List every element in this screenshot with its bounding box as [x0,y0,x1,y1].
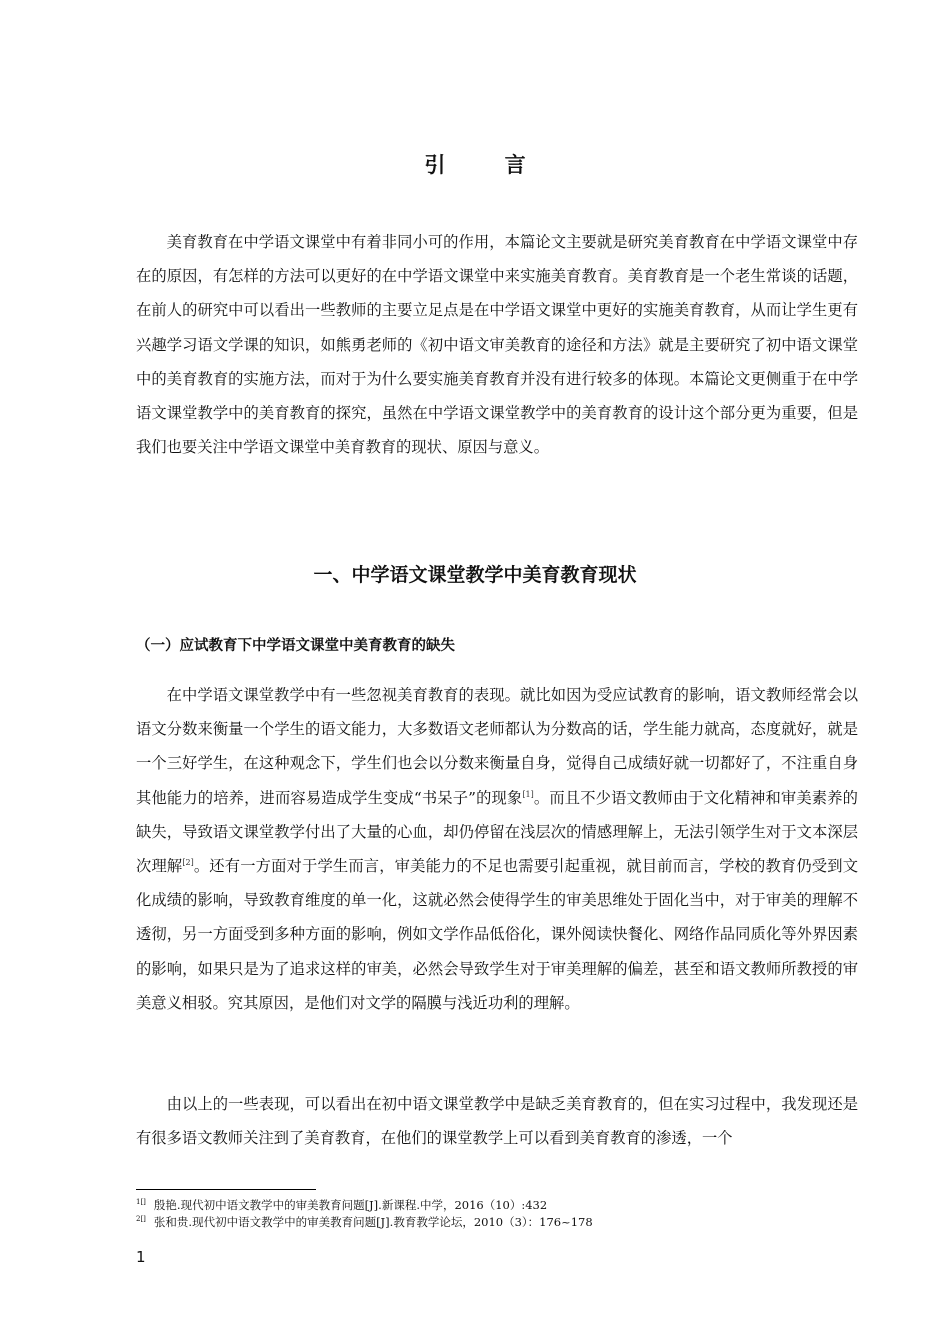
paragraph-text: 在中学语文课堂教学中有一些忽视美育教育的表现。就比如因为受应试教育的影响，语文教师经常会以语文分数来衡量一个学生的语文能力，大多数语文老师都认为分数高的话，学生能力就高，态度就好，就是一个三好学生，在这种观念下，学生们也会以分数来衡量自身，觉得自己成绩好就一切都好了，不注重自身其他能力的培养，进而容易造成学生变成“书呆子”的现象 [136,686,858,807]
paragraph-text: 。而且不少语文教师由于文化精神和审美素养的缺失，导致语文课堂教学付出了大量的心血，却仍停留在浅层次的情感理解上，无法引领学生对于文本深层次理解 [136,788,858,876]
body-paragraph [136,678,858,1020]
page-number: 1 [136,1248,146,1266]
footnote-text: 殷艳.现代初中语文教学中的审美教育问题[J].新课程.中学，2016（10）:432 [153,1198,548,1212]
footnote-marker: 2[] [136,1215,146,1224]
body-paragraph: 由以上的一些表现，可以看出在初中语文课堂教学中是缺乏美育教育的，但在实习过程中，我发现还是有很多语文教师关注到了美育教育，在他们的课堂教学上可以看到美育教育的渗透，一个 [136,1095,858,1148]
footnote [136,1214,858,1230]
section-heading: 一、中学语文课堂教学中美育教育现状 [313,564,637,586]
citation-ref-2: [2] [182,857,194,867]
citation-ref-1: [1] [522,789,534,799]
intro-paragraph: 美育教育在中学语文课堂中有着非同小可的作用，本篇论文主要就是研究美育教育在中学语文课堂中存在的原因，有怎样的方法可以更好的在中学语文课堂中来实施美育教育。美育教育是一个老生常谈的话题，在前人的研究中可以看出一些教师的主要立足点是在中学语文课堂中更好的实施美育教育，从而让学生更有兴趣学习语文学课的知识，如熊勇老师的《初中语文审美教育的途径和方法》就是主要研究了初中语文课堂中的美育教育的实施方法，而对于为什么要实施美育教育并没有进行较多的体现。本篇论文更侧重于在中学语文课堂教学中的美育教育的探究，虽然在中学语文课堂教学中的美育教育的设计这个部分更为重要，但是我们也要关注中学语文课堂中美育教育的现状、原因与意义。 [136,233,858,457]
page-title: 引 言 [424,153,552,177]
paragraph-text: 。还有一方面对于学生而言，审美能力的不足也需要引起重视，就目前而言，学校的教育仍受到文化成绩的影响，导致教育维度的单一化，这就必然会使得学生的审美思维处于固化当中，对于审美的理解不透彻，另一方面受到多种方面的影响，例如文学作品低俗化，课外阅读快餐化、网络作品同质化等外界因素的影响，如果只是为了追求这样的审美，必然会导致学生对于审美理解的偏差，甚至和语文教师所教授的审美意义相驳。究其原因，是他们对文学的隔膜与浅近功利的理解。 [136,857,858,1012]
footnote-divider [136,1189,316,1190]
footnote-marker: 1[] [136,1198,146,1207]
subsection-heading: （一）应试教育下中学语文课堂中美育教育的缺失 [136,638,455,654]
footnote-text: 张和贵.现代初中语文教学中的审美教育问题[J].教育教学论坛，2010（3）：176~178 [153,1215,593,1229]
footnote [136,1197,858,1213]
